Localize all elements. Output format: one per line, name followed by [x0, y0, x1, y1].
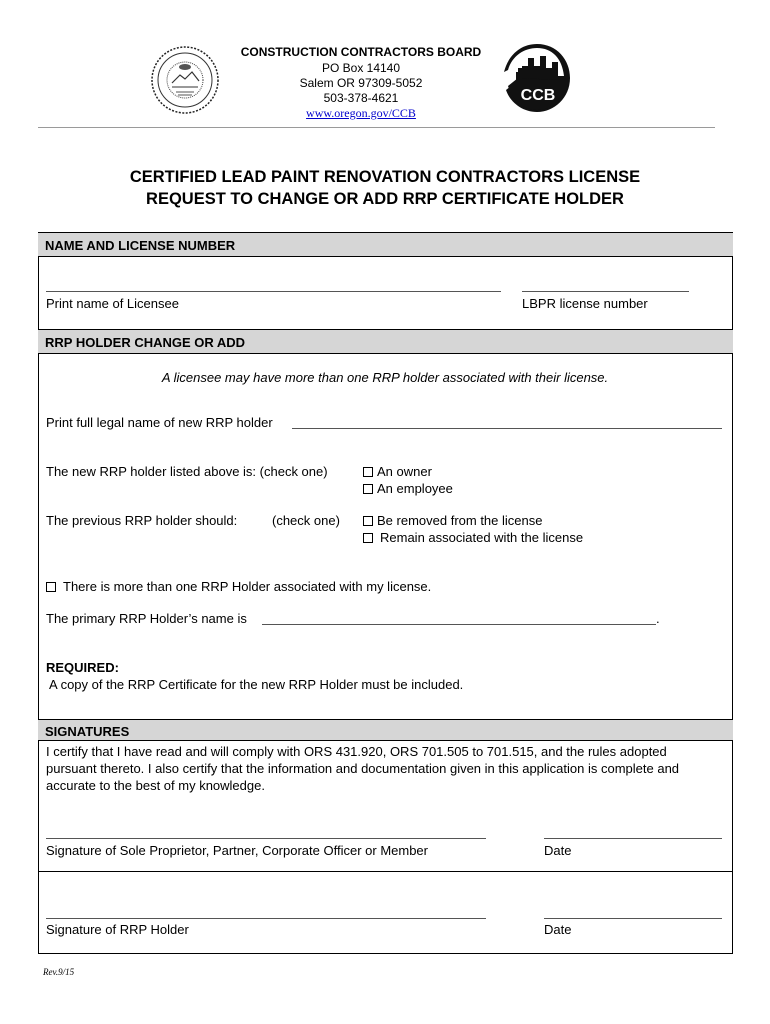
signature-officer-date-label: Date — [544, 843, 572, 858]
owner-checkbox-option[interactable] — [363, 464, 432, 480]
ccb-logo-text: CCB — [520, 87, 556, 104]
org-name: CONSTRUCTION CONTRACTORS BOARD — [240, 45, 482, 59]
org-address-1: PO Box 14140 — [321, 61, 401, 75]
signature-rrp-holder-field[interactable] — [46, 918, 486, 919]
previous-holder-label: The previous RRP holder should: — [46, 513, 238, 528]
signature-rrp-date-field[interactable] — [544, 918, 722, 919]
required-text: A copy of the RRP Certificate for the new RRP Holder must be included. — [49, 677, 464, 692]
signature-officer-date-field[interactable] — [544, 838, 722, 839]
required-heading: REQUIRED: — [46, 660, 119, 675]
removed-option-label: Be removed from the license — [377, 513, 543, 528]
signature-row-divider — [38, 871, 733, 872]
owner-option-label: An owner — [377, 464, 432, 479]
multiple-holders-checkbox[interactable] — [46, 582, 56, 592]
primary-holder-label: The primary RRP Holder’s name is — [46, 611, 247, 626]
signature-rrp-holder-label: Signature of RRP Holder — [46, 922, 189, 937]
certify-text-line-1: I certify that I have read and will comply with ORS 431.920, ORS 701.505 to 701.515, and the rules adopted — [46, 744, 667, 759]
oregon-state-seal — [150, 45, 220, 115]
org-website-link[interactable]: www.oregon.gov/CCB — [306, 106, 416, 120]
employee-checkbox[interactable] — [363, 484, 373, 494]
removed-checkbox[interactable] — [363, 516, 373, 526]
form-title-line-2: REQUEST TO CHANGE OR ADD RRP CERTIFICATE HOLDER — [146, 190, 624, 208]
lbpr-license-number-field[interactable] — [522, 291, 689, 292]
new-rrp-holder-name-field[interactable] — [292, 428, 722, 429]
multiple-holders-label: There is more than one RRP Holder associated with my license. — [63, 579, 432, 594]
revision-label: Rev.9/15 — [43, 967, 75, 977]
new-rrp-holder-label: Print full legal name of new RRP holder — [46, 415, 273, 430]
remain-checkbox[interactable] — [363, 533, 373, 543]
licensee-name-label: Print name of Licensee — [46, 296, 179, 311]
remain-checkbox-option[interactable] — [363, 530, 583, 546]
licensee-name-field[interactable] — [46, 291, 501, 292]
certify-text-line-3: accurate to the best of my knowledge. — [46, 778, 265, 793]
ccb-logo — [502, 42, 572, 114]
section-heading-signatures: SIGNATURES — [38, 719, 733, 741]
form-title-line-1: CERTIFIED LEAD PAINT RENOVATION CONTRACTORS LICENSE — [129, 168, 641, 186]
header-divider — [38, 127, 715, 128]
removed-checkbox-option[interactable] — [363, 513, 542, 529]
primary-holder-name-field[interactable] — [262, 624, 656, 625]
owner-checkbox[interactable] — [363, 467, 373, 477]
primary-holder-period: . — [656, 611, 660, 626]
remain-option-label: Remain associated with the license — [380, 530, 584, 545]
org-address-2: Salem OR 97309-5052 — [299, 76, 423, 90]
previous-holder-check-hint: (check one) — [272, 513, 340, 528]
section-heading-name-license: NAME AND LICENSE NUMBER — [38, 232, 733, 257]
signature-officer-field[interactable] — [46, 838, 486, 839]
certify-text-line-2: pursuant thereto. I also certify that the information and documentation given in this application is complete and — [46, 761, 680, 776]
signature-rrp-date-label: Date — [544, 922, 572, 937]
rrp-note: A licensee may have more than one RRP holder associated with their license. — [161, 370, 609, 385]
section-heading-rrp-change: RRP HOLDER CHANGE OR ADD — [38, 329, 733, 354]
lbpr-license-number-label: LBPR license number — [522, 296, 648, 311]
employee-checkbox-option[interactable] — [363, 481, 453, 497]
new-holder-type-label: The new RRP holder listed above is: (check one) — [46, 464, 328, 479]
org-phone: 503-378-4621 — [323, 91, 399, 105]
multiple-holders-checkbox-option[interactable] — [46, 579, 431, 595]
signature-officer-label: Signature of Sole Proprietor, Partner, Corporate Officer or Member — [46, 843, 428, 858]
employee-option-label: An employee — [377, 481, 453, 496]
